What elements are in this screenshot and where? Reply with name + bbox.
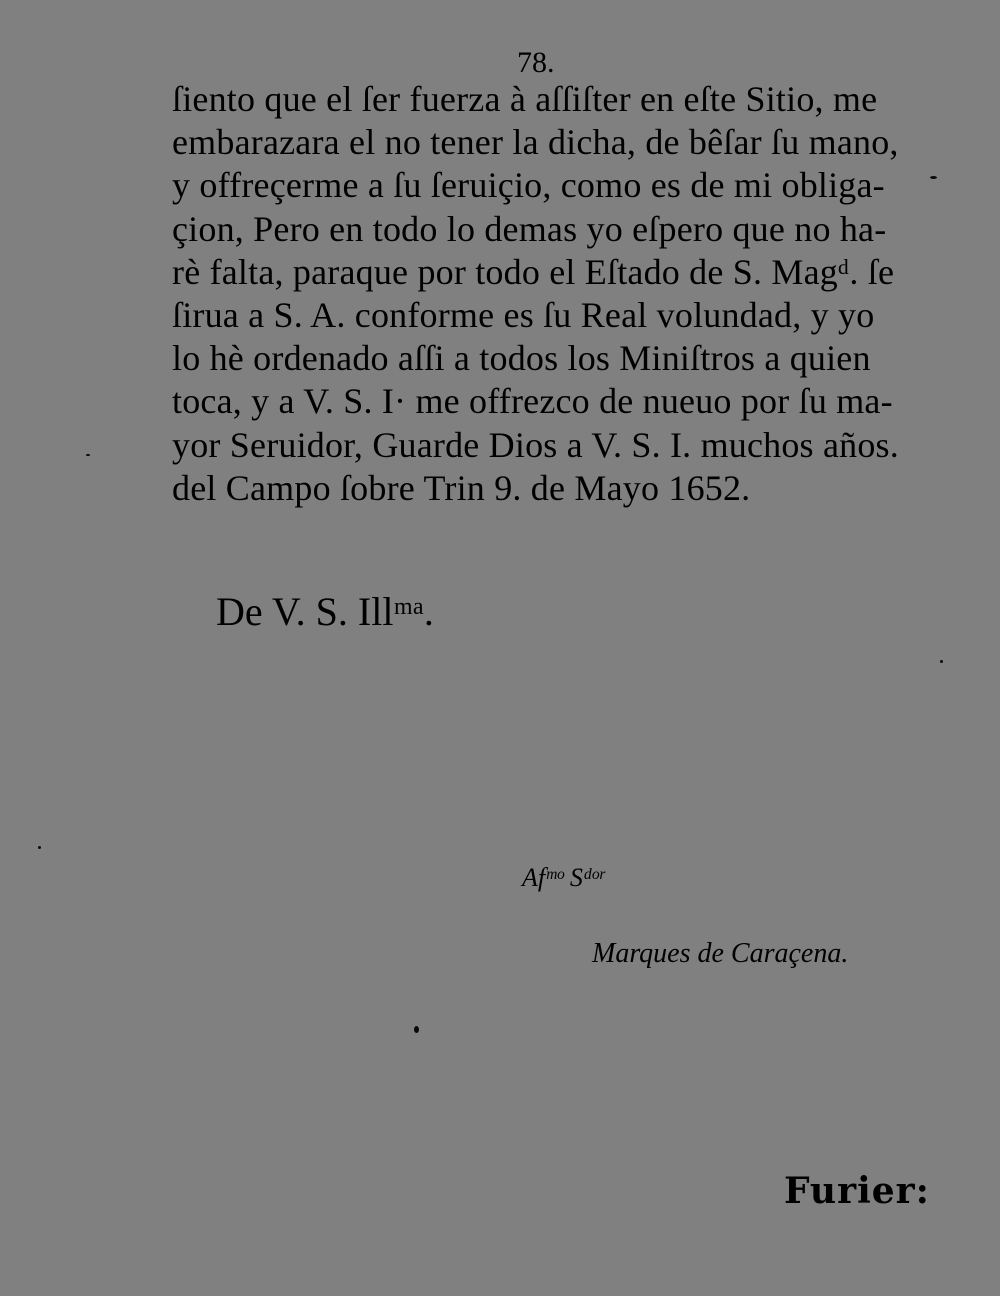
closing-abbreviation: Afᵐᵒ Sᵈᵒʳ xyxy=(522,863,605,892)
body-line: ſiento que el ſer fuerza à aſſiſter en eſte Sitio, me xyxy=(172,79,878,119)
letter-body xyxy=(172,78,912,510)
body-line: ſirua a S. A. conforme es ſu Real volundad, y yo xyxy=(172,294,875,335)
catchword: Furier: xyxy=(784,1170,930,1212)
scan-speck xyxy=(940,660,943,663)
body-line: toca, y a V. S. I· me offrezco de nueuo por ſu ma- xyxy=(172,381,893,422)
signature: Marques de Caraçena. xyxy=(592,938,849,969)
page-number: 78. xyxy=(517,46,555,79)
scan-speck xyxy=(414,1026,419,1033)
salutation: De V. S. Illᵐᵃ. xyxy=(216,589,434,634)
scan-speck xyxy=(86,454,90,456)
body-line: yor Seruidor, Guarde Dios a V. S. I. muchos años. xyxy=(172,424,899,465)
body-line: y offreçerme a ſu ſeruiçio, como es de mi obliga- xyxy=(172,165,885,206)
body-line: çion, Pero en todo lo demas yo eſpero que no ha- xyxy=(172,208,887,249)
body-line: rè falta, paraque por todo el Eſtado de S. Magᵈ. ſe xyxy=(172,251,895,292)
body-line: embarazara el no tener la dicha, de bêſar ſu mano, xyxy=(172,122,899,163)
body-line: lo hè ordenado aſſi a todos los Miniſtros a quien xyxy=(172,338,871,379)
scan-speck xyxy=(930,176,937,179)
scan-speck xyxy=(38,846,41,849)
body-line: del Campo ſobre Trin 9. de Mayo 1652. xyxy=(172,467,751,508)
